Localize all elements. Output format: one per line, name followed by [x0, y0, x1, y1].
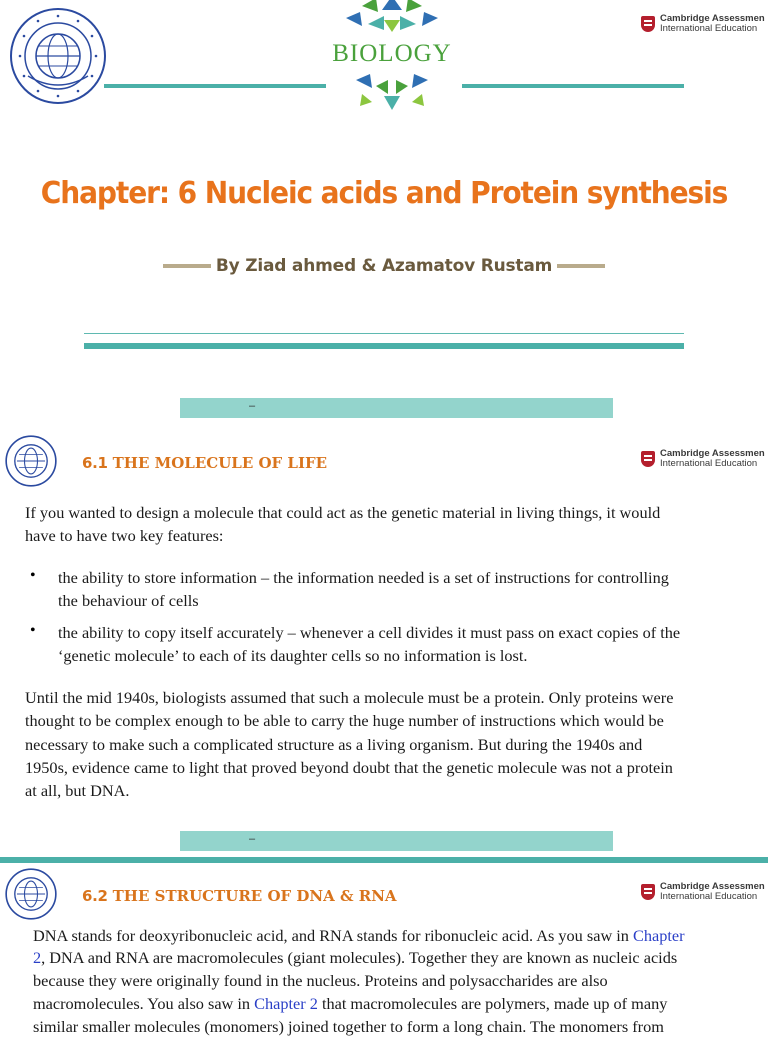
- cambridge-shield-icon: [641, 451, 655, 467]
- byline-bar-left: [163, 264, 211, 268]
- bullet-item-line: the behaviour of cells: [58, 591, 199, 610]
- uzbek-seal-small-logo: [4, 434, 58, 488]
- bullet-dot: •: [30, 567, 36, 584]
- text-run: macromolecules. You also saw in: [33, 994, 255, 1013]
- intro-line: If you wanted to design a molecule that could act as the genetic material in living things, it would: [25, 503, 661, 522]
- section-heading-6-2: [82, 887, 397, 905]
- byline-row: [0, 256, 768, 276]
- page-break-bar: [180, 831, 613, 851]
- biology-logo: [322, 0, 462, 112]
- paragraph-line: [33, 924, 685, 947]
- header-line-right: [462, 84, 684, 88]
- page-break-mark: –: [249, 833, 256, 845]
- paragraph-line: [33, 946, 677, 969]
- byline: By Ziad ahmed & Azamatov Rustam: [215, 256, 553, 276]
- cambridge-logo: [641, 14, 765, 34]
- cambridge-line1: Cambridge Assessmen: [660, 881, 765, 892]
- paragraph-line: because they were originally found in the nucleus. Proteins and polysaccharides are also: [33, 971, 608, 990]
- uzbek-seal-small-logo: [4, 867, 58, 921]
- cambridge-shield-icon: [641, 884, 655, 900]
- uzbek-seal-logo: [8, 6, 108, 106]
- cambridge-shield-icon: [641, 16, 655, 32]
- cambridge-line2: International Education: [660, 891, 758, 902]
- paragraph-line: 1950s, evidence came to light that proved beyond doubt that the genetic molecule was not a protein: [25, 758, 673, 777]
- cambridge-line2: International Education: [660, 23, 758, 34]
- bullet-dot: •: [30, 622, 36, 639]
- byline-bar-right: [557, 264, 605, 268]
- chapter-2-link[interactable]: Chapter: [633, 926, 685, 945]
- bullet-item-line: the ability to store information – the information needed is a set of instructions for controlling: [58, 568, 669, 587]
- chapter-2-link[interactable]: 2: [33, 948, 42, 967]
- text-run: that macromolecules are polymers, made up of many: [317, 994, 668, 1013]
- biology-logo-text: BIOLOGY: [332, 40, 452, 67]
- header-line-left: [104, 84, 326, 88]
- text-run: DNA stands for deoxyribonucleic acid, and RNA stands for ribonucleic acid. As you saw in: [33, 926, 634, 945]
- paragraph-line: thought to be complex enough to be able to carry the huge number of instructions which would be: [25, 711, 664, 730]
- cambridge-line2: International Education: [660, 458, 758, 469]
- cover-divider-thin: [84, 333, 684, 334]
- cover-divider-thick: [84, 343, 684, 349]
- bullet-item-line: the ability to copy itself accurately – whenever a cell divides it must pass on exact copies of the: [58, 623, 681, 642]
- page-top-band: [0, 857, 768, 863]
- paragraph-line: Until the mid 1940s, biologists assumed that such a molecule must be a protein. Only proteins were: [25, 688, 674, 707]
- text-run: , DNA and RNA are macromolecules (giant molecules). Together they are known as nucleic acids: [41, 948, 678, 967]
- section-title: THE MOLECULE OF LIFE: [112, 454, 328, 472]
- paragraph-line: similar smaller molecules (monomers) joined together to form a long chain. The monomers from: [33, 1017, 664, 1036]
- paragraph-line: necessary to make such a complicated structure as a living organism. But during the 1940s and: [25, 735, 643, 754]
- paragraph-line: [33, 992, 667, 1015]
- chapter-2-link[interactable]: Chapter 2: [254, 994, 318, 1013]
- section-number: 6.1: [82, 454, 108, 472]
- page-break-mark: –: [249, 400, 256, 412]
- section-number: 6.2: [82, 887, 108, 905]
- bullet-item-line: ‘genetic molecule’ to each of its daughter cells so no information is lost.: [58, 646, 528, 665]
- chapter-title: Chapter: 6 Nucleic acids and Protein synthesis: [40, 176, 728, 211]
- cambridge-logo: [641, 449, 765, 469]
- intro-line: have to have two key features:: [25, 526, 224, 545]
- paragraph-line: at all, but DNA.: [25, 781, 130, 800]
- cambridge-line1: Cambridge Assessmen: [660, 13, 765, 24]
- section-title: THE STRUCTURE OF DNA & RNA: [112, 887, 397, 905]
- section-heading-6-1: [82, 454, 327, 472]
- page-break-bar: [180, 398, 613, 418]
- cambridge-line1: Cambridge Assessmen: [660, 448, 765, 459]
- cambridge-logo: [641, 882, 765, 902]
